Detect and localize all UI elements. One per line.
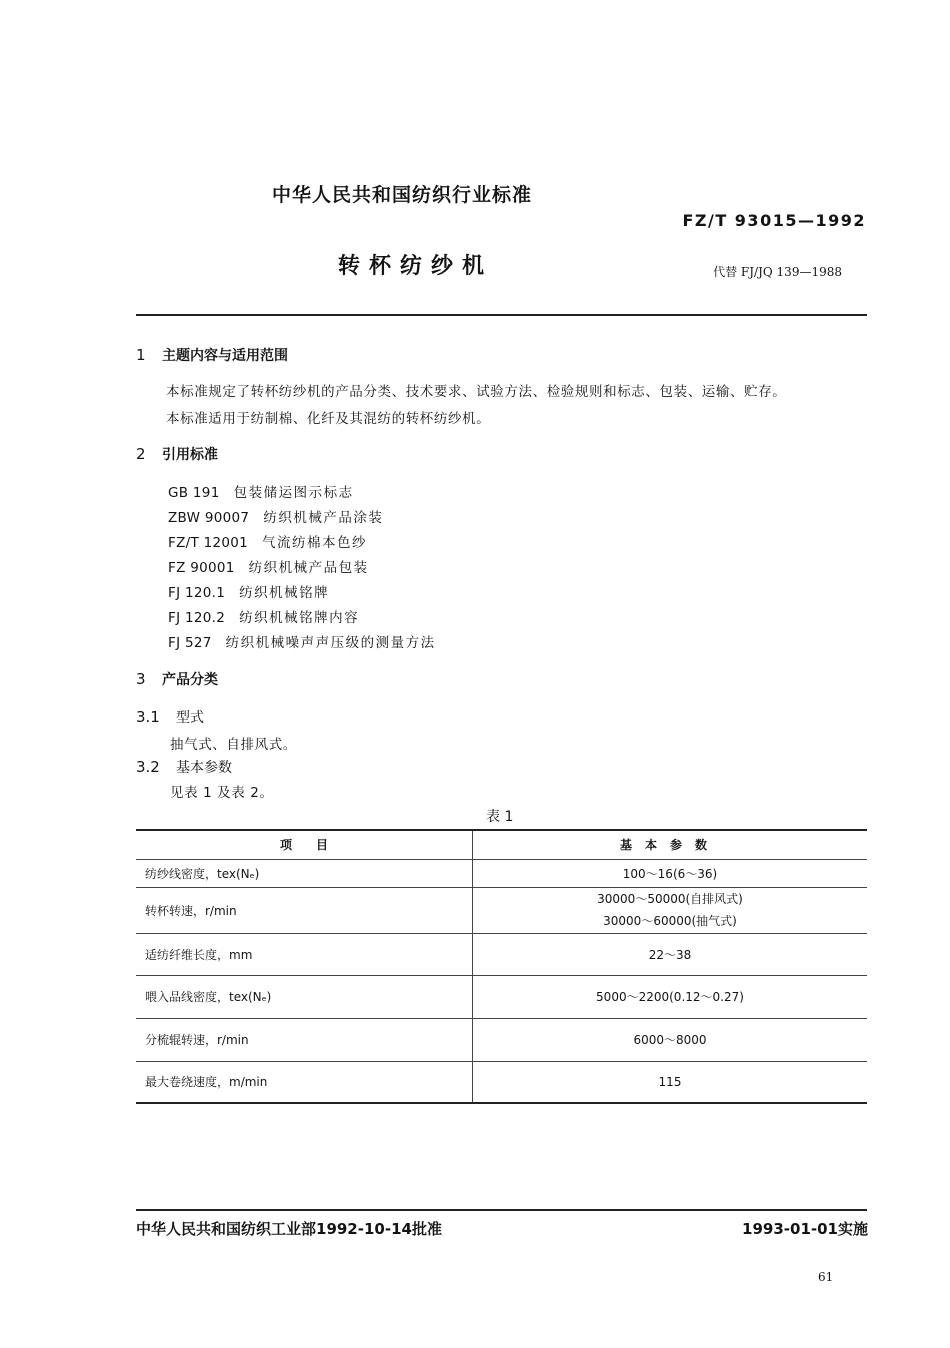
table-cell-value-line: 30000～50000(自排风式) xyxy=(597,892,743,906)
reference-name: 纺织机械产品涂装 xyxy=(263,510,384,526)
replaces-note: 代替 FJ/JQ 139—1988 xyxy=(713,265,842,279)
section-1-paragraph-2: 本标准适用于纺制棉、化纤及其混纺的转杯纺纱机。 xyxy=(166,411,491,427)
table-cell-value: 115 xyxy=(658,1074,682,1089)
reference-item xyxy=(168,531,367,551)
reference-code: FJ 527 xyxy=(168,635,212,651)
table-caption: 表 1 xyxy=(486,809,514,825)
subsection-3-2-text: 见表 1 及表 2。 xyxy=(170,785,274,801)
reference-name: 纺织机械铭牌 xyxy=(239,585,330,601)
section-1-heading xyxy=(136,345,288,365)
table-row xyxy=(136,887,867,933)
reference-code: GB 191 xyxy=(168,485,220,501)
subsection-3-1-heading xyxy=(136,707,204,727)
section-2-title: 引用标准 xyxy=(162,447,218,463)
table-row xyxy=(136,859,867,887)
subsection-3-2-heading xyxy=(136,757,232,777)
table-cell-value-line: 30000～60000(抽气式) xyxy=(603,914,737,928)
footer-rule xyxy=(136,1209,867,1211)
reference-code: FZ 90001 xyxy=(168,560,235,576)
table-header-parameter: 基本参数 xyxy=(619,838,720,853)
subsection-3-1-text: 抽气式、自排风式。 xyxy=(170,737,297,753)
table-row xyxy=(136,975,867,1018)
section-1-number: 1 xyxy=(136,346,146,364)
subsection-3-2-title: 基本参数 xyxy=(176,760,232,776)
reference-item xyxy=(168,581,329,601)
standard-code: FZ/T 93015—1992 xyxy=(682,211,866,230)
reference-code: FJ 120.1 xyxy=(168,585,226,601)
section-3-number: 3 xyxy=(136,670,146,688)
reference-item xyxy=(168,481,354,501)
reference-item xyxy=(168,506,383,526)
table-cell-item: 分梳辊转速，r/min xyxy=(136,1018,473,1061)
table-header-row xyxy=(136,830,867,859)
table-row xyxy=(136,1061,867,1103)
table-cell-item: 纺纱线密度，tex(Nₑ) xyxy=(136,859,473,887)
table-cell-value: 100～16(6～36) xyxy=(622,866,718,881)
section-3-heading xyxy=(136,669,218,689)
reference-item xyxy=(168,606,359,626)
table-cell-value: 5000～2200(0.12～0.27) xyxy=(596,990,744,1004)
subsection-3-1-number: 3.1 xyxy=(136,708,160,726)
section-3-title: 产品分类 xyxy=(162,672,218,688)
table-cell-value xyxy=(473,887,868,933)
reference-code: FJ 120.2 xyxy=(168,610,226,626)
table-cell-item: 最大卷绕速度，m/min xyxy=(136,1061,473,1103)
table-row xyxy=(136,1018,867,1061)
section-1-paragraph-1: 本标准规定了转杯纺纱机的产品分类、技术要求、试验方法、检验规则和标志、包装、运输、贮存。 xyxy=(166,384,787,400)
table-cell-item: 喂入品线密度，tex(Nₑ) xyxy=(136,975,473,1018)
page-number: 61 xyxy=(818,1270,834,1284)
section-1-title: 主题内容与适用范围 xyxy=(162,348,288,364)
reference-item xyxy=(168,556,369,576)
section-2-number: 2 xyxy=(136,445,146,463)
reference-name: 气流纺棉本色纱 xyxy=(262,535,368,551)
reference-code: ZBW 90007 xyxy=(168,510,250,526)
table-cell-item: 适纺纤维长度，mm xyxy=(136,933,473,975)
spec-table xyxy=(136,829,867,1104)
reference-name: 纺织机械铭牌内容 xyxy=(239,610,360,626)
reference-name: 包装储运图示标志 xyxy=(233,485,354,501)
table-cell-value: 6000～8000 xyxy=(633,1033,707,1047)
table-cell-value: 22～38 xyxy=(648,947,692,962)
reference-name: 纺织机械噪声声压级的测量方法 xyxy=(225,635,436,651)
reference-item xyxy=(168,631,436,651)
document-title: 转杯纺纱机 xyxy=(338,254,494,279)
subsection-3-2-number: 3.2 xyxy=(136,758,160,776)
reference-name: 纺织机械产品包装 xyxy=(248,560,369,576)
approval-note: 中华人民共和国纺织工业部1992-10-14批准 xyxy=(136,1220,442,1238)
table-row xyxy=(136,933,867,975)
reference-code: FZ/T 12001 xyxy=(168,535,249,551)
table-header-item: 项 目 xyxy=(136,830,473,859)
subsection-3-1-title: 型式 xyxy=(176,710,204,726)
effective-date: 1993-01-01实施 xyxy=(742,1220,868,1238)
standard-title: 中华人民共和国纺织行业标准 xyxy=(272,184,533,206)
section-2-heading xyxy=(136,444,218,464)
header-rule xyxy=(136,314,867,316)
table-cell-item: 转杯转速，r/min xyxy=(136,887,473,933)
